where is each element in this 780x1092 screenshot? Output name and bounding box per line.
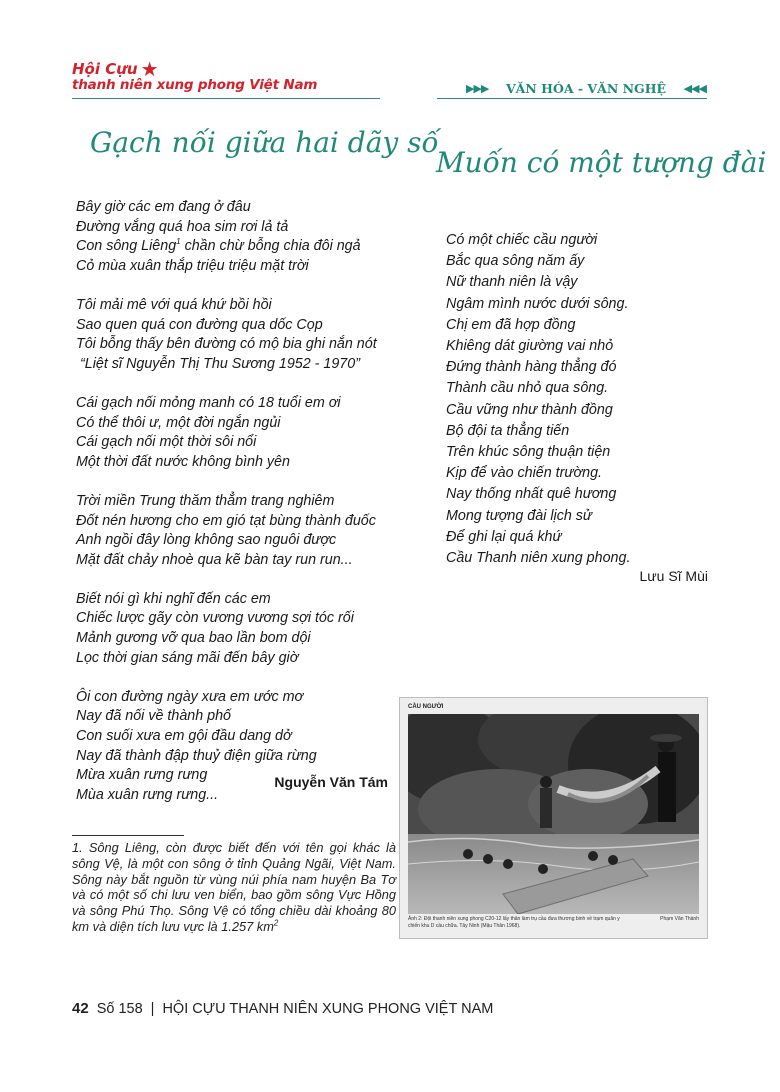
- publication-name: HỘI CỰU THANH NIÊN XUNG PHONG VIỆT NAM: [162, 1001, 494, 1017]
- poem-line: Trên khúc sông thuận tiện: [446, 444, 611, 461]
- header-rule-left: [72, 98, 380, 99]
- poem-line: Đứng thành hàng thẳng đó: [446, 359, 617, 376]
- poem-line: Tôi bỗng thấy bên đường có mộ bia ghi nắn nót: [76, 336, 377, 353]
- footnote-ref[interactable]: 1: [176, 237, 181, 247]
- poem-line: Một thời đất nước không bình yên: [76, 453, 290, 470]
- poem-1-author: Nguyễn Văn Tám: [274, 774, 388, 790]
- poem-line: Trời miền Trung thăm thẳm trang nghiêm: [76, 492, 335, 509]
- brand-logo: [72, 57, 318, 93]
- poem-line: Ngâm mình nước dưới sông.: [446, 295, 629, 312]
- poem-line: Cái gạch nối một thời sôi nổi: [76, 434, 257, 451]
- section-header: [466, 78, 706, 98]
- poem-line: Có thể thôi ư, một đời ngắn ngủi: [76, 414, 281, 431]
- poem-line: Mùa xuân rưng rưng...: [76, 786, 219, 803]
- river-scene-illustration: [408, 714, 699, 914]
- poem-line: Tôi mải mê với quá khứ bồi hồi: [76, 296, 272, 313]
- footer-divider: |: [150, 1001, 155, 1017]
- poem-line: Cầu Thanh niên xung phong.: [446, 550, 631, 567]
- brand-line-2: thanh niên xung phong Việt Nam: [72, 77, 318, 93]
- poem-1-title: Gạch nối giữa hai dãy số: [90, 126, 439, 159]
- poem-line: Nay thống nhất quê hương: [446, 486, 617, 503]
- poem-line: Bắc qua sông năm ấy: [446, 253, 585, 270]
- footnote: 1. Sông Liêng, còn được biết đến với tên gọi khác là sông Vệ, là một con sông ở tỉnh Quảng Ngãi, Việt Nam. Sông này bắt nguồn từ vùng núi phía nam huyện Ba Tơ và có một số chi lưu ven biển, bao gồm sông Vực Hồng và sông Phú Thọ. Sông Vệ có tổng chiều dài khoảng 80 km và diện tích lưu vực là 1.257 $km^2$: [72, 840, 396, 934]
- photo-caption: Ảnh 2: Đội thanh niên xung phong C20-12 lấy thân làm trụ cầu đưa thương binh về trạm quân y chiến khu D cầu chữa. Tây Ninh (Mậu Thân 1968).: [408, 916, 620, 929]
- photo-image: [408, 714, 699, 914]
- poem-line: Khiêng dát giường vai nhỏ: [446, 338, 614, 355]
- arrows-left-icon: ◀◀◀: [683, 81, 706, 95]
- photo-label: CẦU NGƯỜI: [408, 704, 444, 710]
- poem-line: Nữ thanh niên là vậy: [446, 274, 578, 291]
- poem-line: Đốt nén hương cho em gió tạt bùng thành đuốc: [76, 512, 376, 529]
- poem-line: Mong tượng đài lịch sử: [446, 507, 592, 524]
- poem-2-author: Lưu Sĩ Mùi: [639, 568, 708, 584]
- poem-line: Nay đã nối về thành phố: [76, 708, 231, 725]
- poem-line: Có một chiếc cầu người: [446, 232, 598, 248]
- poem-line: Để ghi lại quá khứ: [446, 528, 562, 545]
- page-number: 42: [72, 1000, 89, 1017]
- poem-line: “Liệt sĩ Nguyễn Thị Thu Sương 1952 - 1970”: [80, 355, 360, 372]
- section-title: VĂN HÓA - VĂN NGHỆ: [505, 80, 667, 96]
- brand-line-1: Hội Cựu ★: [72, 57, 159, 81]
- stanza: [76, 394, 398, 472]
- poem-line: Mừa xuân rưng rưng: [76, 767, 208, 784]
- poem-line: Lọc thời gian sáng mãi đến bây giờ: [76, 649, 299, 666]
- poem-line: Biết nói gì khi nghĩ đến các em: [76, 590, 271, 607]
- stanza: [76, 198, 398, 276]
- arrows-right-icon: ▶▶▶: [466, 81, 489, 95]
- poem-line: Chị em đã hợp đồng: [446, 316, 576, 333]
- poem-2-title: Muốn có một tượng đài: [436, 146, 767, 179]
- poem-line: Ôi con đường ngày xưa em ước mơ: [76, 688, 304, 705]
- poem-line: Anh ngồi đây lòng không sao nguôi được: [76, 532, 337, 549]
- stanza: [76, 296, 398, 374]
- poem-2-body: [446, 230, 736, 569]
- poem-line: Bộ đội ta thẳng tiến: [446, 422, 570, 439]
- archival-photo: [399, 697, 708, 939]
- poem-line: Đường vắng quá hoa sim rơi lả tả: [76, 218, 289, 235]
- poem-line: Mảnh gương vỡ qua bao lần bom dội: [76, 630, 311, 647]
- page-footer: [72, 1000, 493, 1017]
- poem-line: Cầu vững như thành đồng: [446, 401, 613, 418]
- poem-line: Con sông Liêng$^1$ chần chừ bỗng chia đôi ngả: [76, 237, 361, 255]
- poem-line: Mặt đất chảy nhoè qua kẽ bàn tay run run...: [76, 551, 353, 568]
- poem-1-body: [76, 198, 398, 825]
- poem-line: Thành cầu nhỏ qua sông.: [446, 380, 609, 397]
- poem-line: Chiếc lược gãy còn vương vương sợi tóc rối: [76, 610, 354, 627]
- poem-line: Nay đã thành đập thuỷ điện giữa rừng: [76, 747, 317, 764]
- photo-credit: Phạm Văn Thành: [660, 916, 699, 922]
- poem-line: Cỏ mùa xuân thắp triệu triệu mặt trời: [76, 257, 309, 274]
- stanza: [76, 590, 398, 668]
- header-rule-right: [437, 98, 707, 99]
- poem-line: Bây giờ các em đang ở đâu: [76, 199, 251, 215]
- poem-line: Sao quen quá con đường qua dốc Cọp: [76, 316, 323, 333]
- poem-line: Cái gạch nối mỏng manh có 18 tuổi em ơi: [76, 394, 341, 411]
- stanza: [76, 492, 398, 570]
- footnote-rule: [72, 835, 184, 836]
- issue-number: Số 158: [96, 1001, 143, 1017]
- poem-line: Kịp để vào chiến trường.: [446, 465, 602, 482]
- star-icon: ★: [140, 57, 159, 81]
- poem-line: Con suối xưa em gội đầu dang dở: [76, 728, 292, 745]
